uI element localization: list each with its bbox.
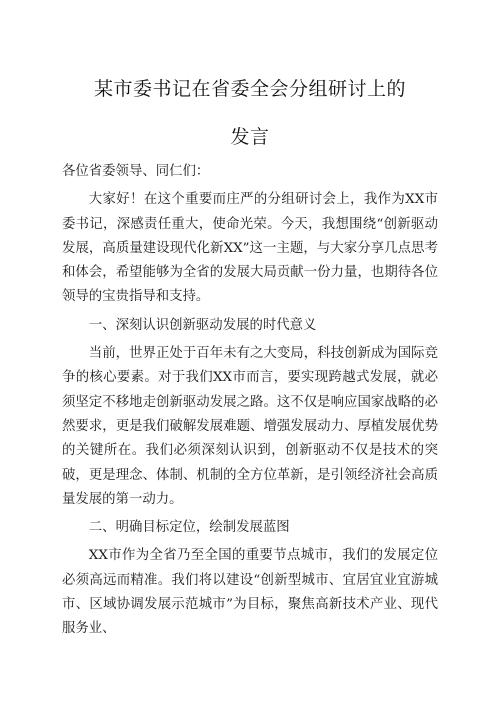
salutation: 各位省委领导、同仁们：: [62, 164, 210, 179]
section-heading-2: 二、明确目标定位，绘制发展蓝图: [88, 520, 290, 536]
paragraph-section-1: 当前，世界正处于百年未有之大变局，科技创新成为国际竞争的核心要素。对于我们XX市而言，要实现跨越式发展，就必须坚定不移地走创新驱动发展之路。这不仅是响应国家战略的必然要求，更是我们破解发展难题、增强发展动力、厚植发展优势的关键所在。我们必须深刻认识到，创新驱动不仅是技术的突破，更是理念、体制、机制的全方位革新，是引领经济社会高质量发展的第一动力。: [62, 346, 438, 507]
document-body: [62, 160, 438, 646]
section-heading-1: 一、深刻认识创新驱动发展的时代意义: [88, 317, 317, 333]
paragraph-opening: 大家好！在这个重要而庄严的分组研讨会上，我作为XX市委书记，深感责任重大，使命光荣。今天，我想围绕“创新驱动发展，高质量建设现代化新XX”这一主题，与大家分享几点思考和体会，希望能够为全省的发展大局贡献一份力量，也期待各位领导的宝贵指导和支持。: [62, 192, 438, 305]
document-title-line2: 发言: [230, 126, 270, 148]
document-title-line1: 某市委书记在省委全会分组研讨上的: [93, 78, 406, 100]
paragraph-section-2: XX市作为全省乃至全国的重要节点城市，我们的发展定位必须高远而精准。我们将以建设“创新型城市、宜居宜业宜游城市、区域协调发展示范城市”为目标，聚焦高新技术产业、现代服务业、: [62, 548, 438, 637]
